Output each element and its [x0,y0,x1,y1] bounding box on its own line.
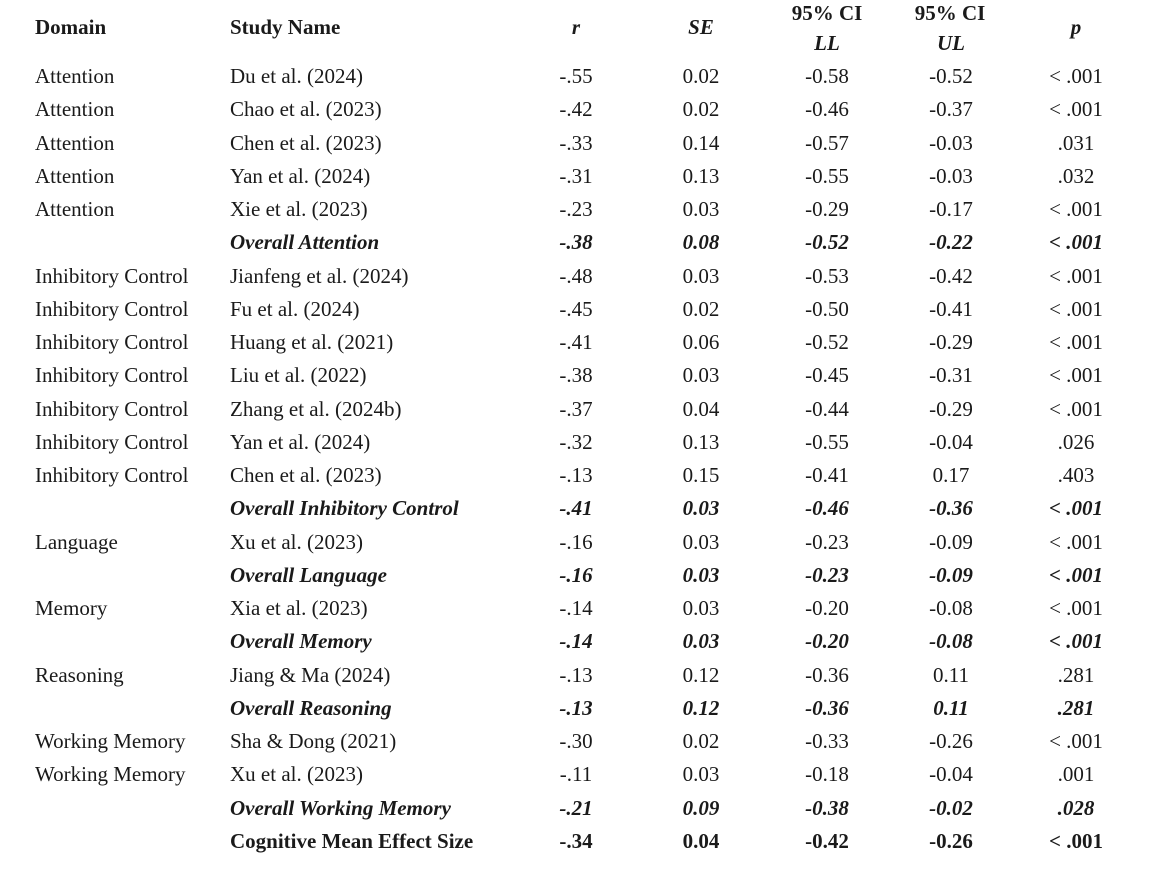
study-name-cell: Yan et al. (2024) [230,429,371,454]
ci-ul-cell: -0.31 [929,363,973,388]
ci-ul-cell: -0.08 [929,596,973,620]
ci-ul-cell: -0.09 [929,562,973,587]
ci-ul-cell: -0.22 [929,230,973,255]
header-ll: LL [814,31,840,55]
ci-ll-cell: -0.18 [805,762,849,787]
se-cell: 0.03 [682,762,720,787]
overall-row [0,692,1151,725]
ci-ul-cell: -0.29 [929,330,973,354]
se-cell: 0.02 [682,296,720,321]
ci-ll-cell: -0.20 [805,596,849,620]
header-ci-ul-top: 95% CI [914,1,986,25]
ci-ll-cell: -0.52 [805,330,849,354]
p-value-cell: < .001 [1049,296,1103,321]
p-value-cell: .403 [1057,463,1095,487]
ci-ul-cell: -0.03 [929,130,973,155]
ci-ul-cell: -0.09 [929,529,973,554]
r-cell: -.33 [559,130,593,155]
r-cell: -.31 [559,163,593,188]
p-value-cell: < .001 [1049,562,1103,587]
se-cell: 0.08 [682,230,720,255]
table-row [0,193,1151,226]
r-cell: -.38 [559,363,593,388]
header-se: SE [688,15,714,39]
ci-ll-cell: -0.58 [805,64,849,88]
p-value-cell: < .001 [1049,629,1103,654]
table-row [0,758,1151,791]
r-cell: -.11 [559,762,593,787]
study-name-cell: Overall Memory [230,629,372,654]
domain-cell: Inhibitory Control [35,296,189,321]
r-cell: -.16 [559,562,593,587]
overall-row [0,226,1151,259]
overall-row [0,559,1151,592]
study-name-cell: Xu et al. (2023) [230,529,363,554]
header-ci-ll-top: 95% CI [791,1,863,25]
study-name-cell: Liu et al. (2022) [230,363,367,388]
r-cell: -.41 [559,330,593,354]
ci-ll-cell: -0.45 [805,363,849,388]
study-name-cell: Du et al. (2024) [230,64,363,88]
study-name-cell: Chao et al. (2023) [230,97,382,122]
r-cell: -.14 [559,629,593,654]
p-value-cell: < .001 [1049,396,1103,421]
r-cell: -.13 [559,463,593,487]
se-cell: 0.03 [682,562,720,587]
overall-row [0,625,1151,658]
p-value-cell: < .001 [1049,596,1103,620]
r-cell: -.48 [559,263,593,288]
study-name-cell: Overall Attention [230,230,380,255]
ci-ll-cell: -0.23 [805,562,849,587]
ci-ul-cell: -0.02 [929,795,973,820]
ci-ul-cell: -0.52 [929,64,973,88]
study-name-cell: Chen et al. (2023) [230,463,382,487]
domain-cell: Attention [35,97,115,122]
se-cell: 0.15 [682,463,720,487]
study-name-cell: Xia et al. (2023) [230,596,368,620]
se-cell: 0.03 [682,197,720,221]
study-name-cell: Yan et al. (2024) [230,163,371,188]
ci-ul-cell: -0.17 [929,197,973,221]
table-row [0,326,1151,359]
ci-ll-cell: -0.46 [805,496,849,521]
se-cell: 0.14 [682,130,720,155]
domain-cell: Working Memory [35,729,186,753]
header-ul: UL [937,31,965,55]
ci-ll-cell: -0.50 [805,296,849,321]
ci-ll-cell: -0.53 [805,263,849,288]
se-cell: 0.12 [682,695,720,720]
p-value-cell: < .001 [1049,64,1103,88]
p-value-cell: < .001 [1049,330,1103,354]
overall-row [0,792,1151,825]
se-cell: 0.04 [682,828,720,853]
ci-ll-cell: -0.41 [805,463,849,487]
study-name-cell: Chen et al. (2023) [230,130,382,155]
study-name-cell: Overall Inhibitory Control [230,496,459,521]
p-value-cell: < .001 [1049,263,1103,288]
study-name-cell: Jiang & Ma (2024) [230,662,391,687]
domain-cell: Memory [35,596,108,620]
ci-ul-cell: 0.11 [933,662,969,687]
ci-ul-cell: -0.42 [929,263,973,288]
table-row [0,127,1151,160]
p-value-cell: < .001 [1049,729,1103,753]
r-cell: -.16 [559,529,593,554]
p-value-cell: < .001 [1049,828,1103,853]
p-value-cell: .028 [1057,795,1095,820]
p-value-cell: < .001 [1049,529,1103,554]
ci-ul-cell: -0.08 [929,629,973,654]
study-name-cell: Jianfeng et al. (2024) [230,263,409,288]
p-value-cell: < .001 [1049,496,1103,521]
se-cell: 0.04 [682,396,720,421]
p-value-cell: < .001 [1049,230,1103,255]
se-cell: 0.03 [682,629,720,654]
ci-ul-cell: -0.41 [929,296,973,321]
domain-cell: Inhibitory Control [35,463,189,487]
domain-cell: Attention [35,64,115,88]
ci-ll-cell: -0.38 [805,795,849,820]
domain-cell: Attention [35,130,115,155]
r-cell: -.14 [559,596,593,620]
ci-ll-cell: -0.46 [805,97,849,122]
table-row [0,160,1151,193]
ci-ll-cell: -0.20 [805,629,849,654]
table-row [0,592,1151,625]
ci-ul-cell: 0.11 [933,695,969,720]
ci-ll-cell: -0.57 [805,130,849,155]
p-value-cell: .281 [1057,695,1095,720]
p-value-cell: < .001 [1049,97,1103,122]
header-p: p [1070,15,1082,39]
p-value-cell: .281 [1057,662,1095,687]
se-cell: 0.03 [682,496,720,521]
se-cell: 0.12 [682,662,720,687]
table-row [0,725,1151,758]
p-value-cell: < .001 [1049,197,1103,221]
r-cell: -.45 [559,296,593,321]
table-row [0,359,1151,392]
se-cell: 0.02 [682,97,720,122]
ci-ul-cell: -0.26 [929,729,973,753]
domain-cell: Working Memory [35,762,186,787]
se-cell: 0.03 [682,596,720,620]
p-value-cell: .031 [1057,130,1095,155]
r-cell: -.21 [559,795,593,820]
ci-ll-cell: -0.36 [805,695,849,720]
p-value-cell: .032 [1057,163,1095,188]
overall-row [0,492,1151,525]
ci-ll-cell: -0.52 [805,230,849,255]
p-value-cell: .001 [1057,762,1095,787]
study-name-cell: Sha & Dong (2021) [230,729,397,753]
domain-cell: Inhibitory Control [35,263,189,288]
ci-ll-cell: -0.29 [805,197,849,221]
ci-ul-cell: -0.29 [929,396,973,421]
se-cell: 0.03 [682,363,720,388]
table-row [0,60,1151,93]
domain-cell: Inhibitory Control [35,330,189,354]
domain-cell: Inhibitory Control [35,363,189,388]
ci-ll-cell: -0.55 [805,163,849,188]
p-value-cell: .026 [1057,429,1095,454]
study-name-cell: Overall Working Memory [230,795,451,820]
se-cell: 0.03 [682,529,720,554]
p-value-cell: < .001 [1049,363,1103,388]
total-row [0,825,1151,858]
ci-ul-cell: 0.17 [932,463,970,487]
se-cell: 0.02 [682,64,720,88]
ci-ul-cell: -0.36 [929,496,973,521]
study-name-cell: Cognitive Mean Effect Size [230,828,474,853]
ci-ul-cell: -0.04 [929,429,973,454]
header-domain: Domain [35,15,107,39]
se-cell: 0.02 [682,729,720,753]
table-row [0,93,1151,126]
table-row [0,659,1151,692]
domain-cell: Inhibitory Control [35,429,189,454]
domain-cell: Language [35,529,118,554]
study-name-cell: Overall Language [230,562,387,587]
domain-cell: Inhibitory Control [35,396,189,421]
ci-ll-cell: -0.23 [805,529,849,554]
study-name-cell: Xie et al. (2023) [230,197,368,221]
ci-ll-cell: -0.42 [805,828,849,853]
study-name-cell: Huang et al. (2021) [230,330,394,354]
se-cell: 0.13 [682,163,720,188]
ci-ll-cell: -0.36 [805,662,849,687]
study-name-cell: Xu et al. (2023) [230,762,363,787]
table-row [0,426,1151,459]
r-cell: -.13 [559,695,593,720]
se-cell: 0.09 [682,795,720,820]
table-row [0,526,1151,559]
table-row [0,260,1151,293]
ci-ul-cell: -0.26 [929,828,973,853]
r-cell: -.30 [559,729,593,753]
se-cell: 0.03 [682,263,720,288]
r-cell: -.55 [559,64,593,88]
domain-cell: Reasoning [35,662,124,687]
r-cell: -.38 [559,230,593,255]
se-cell: 0.06 [682,330,720,354]
r-cell: -.41 [559,496,593,521]
table-row [0,293,1151,326]
study-name-cell: Overall Reasoning [230,695,392,720]
r-cell: -.42 [559,97,593,122]
ci-ll-cell: -0.55 [805,429,849,454]
domain-cell: Attention [35,197,115,221]
ci-ll-cell: -0.44 [805,396,849,421]
ci-ul-cell: -0.04 [929,762,973,787]
r-cell: -.23 [559,197,593,221]
ci-ul-cell: -0.37 [929,97,973,122]
r-cell: -.37 [559,396,593,421]
r-cell: -.13 [559,662,593,687]
header-study-name: Study Name [230,15,341,39]
table-row [0,459,1151,492]
header-r: r [571,15,581,39]
se-cell: 0.13 [682,429,720,454]
domain-cell: Attention [35,163,115,188]
table-row [0,393,1151,426]
study-name-cell: Fu et al. (2024) [230,296,360,321]
r-cell: -.32 [559,429,593,454]
ci-ll-cell: -0.33 [805,729,849,753]
r-cell: -.34 [559,828,593,853]
ci-ul-cell: -0.03 [929,163,973,188]
study-name-cell: Zhang et al. (2024b) [230,396,402,421]
